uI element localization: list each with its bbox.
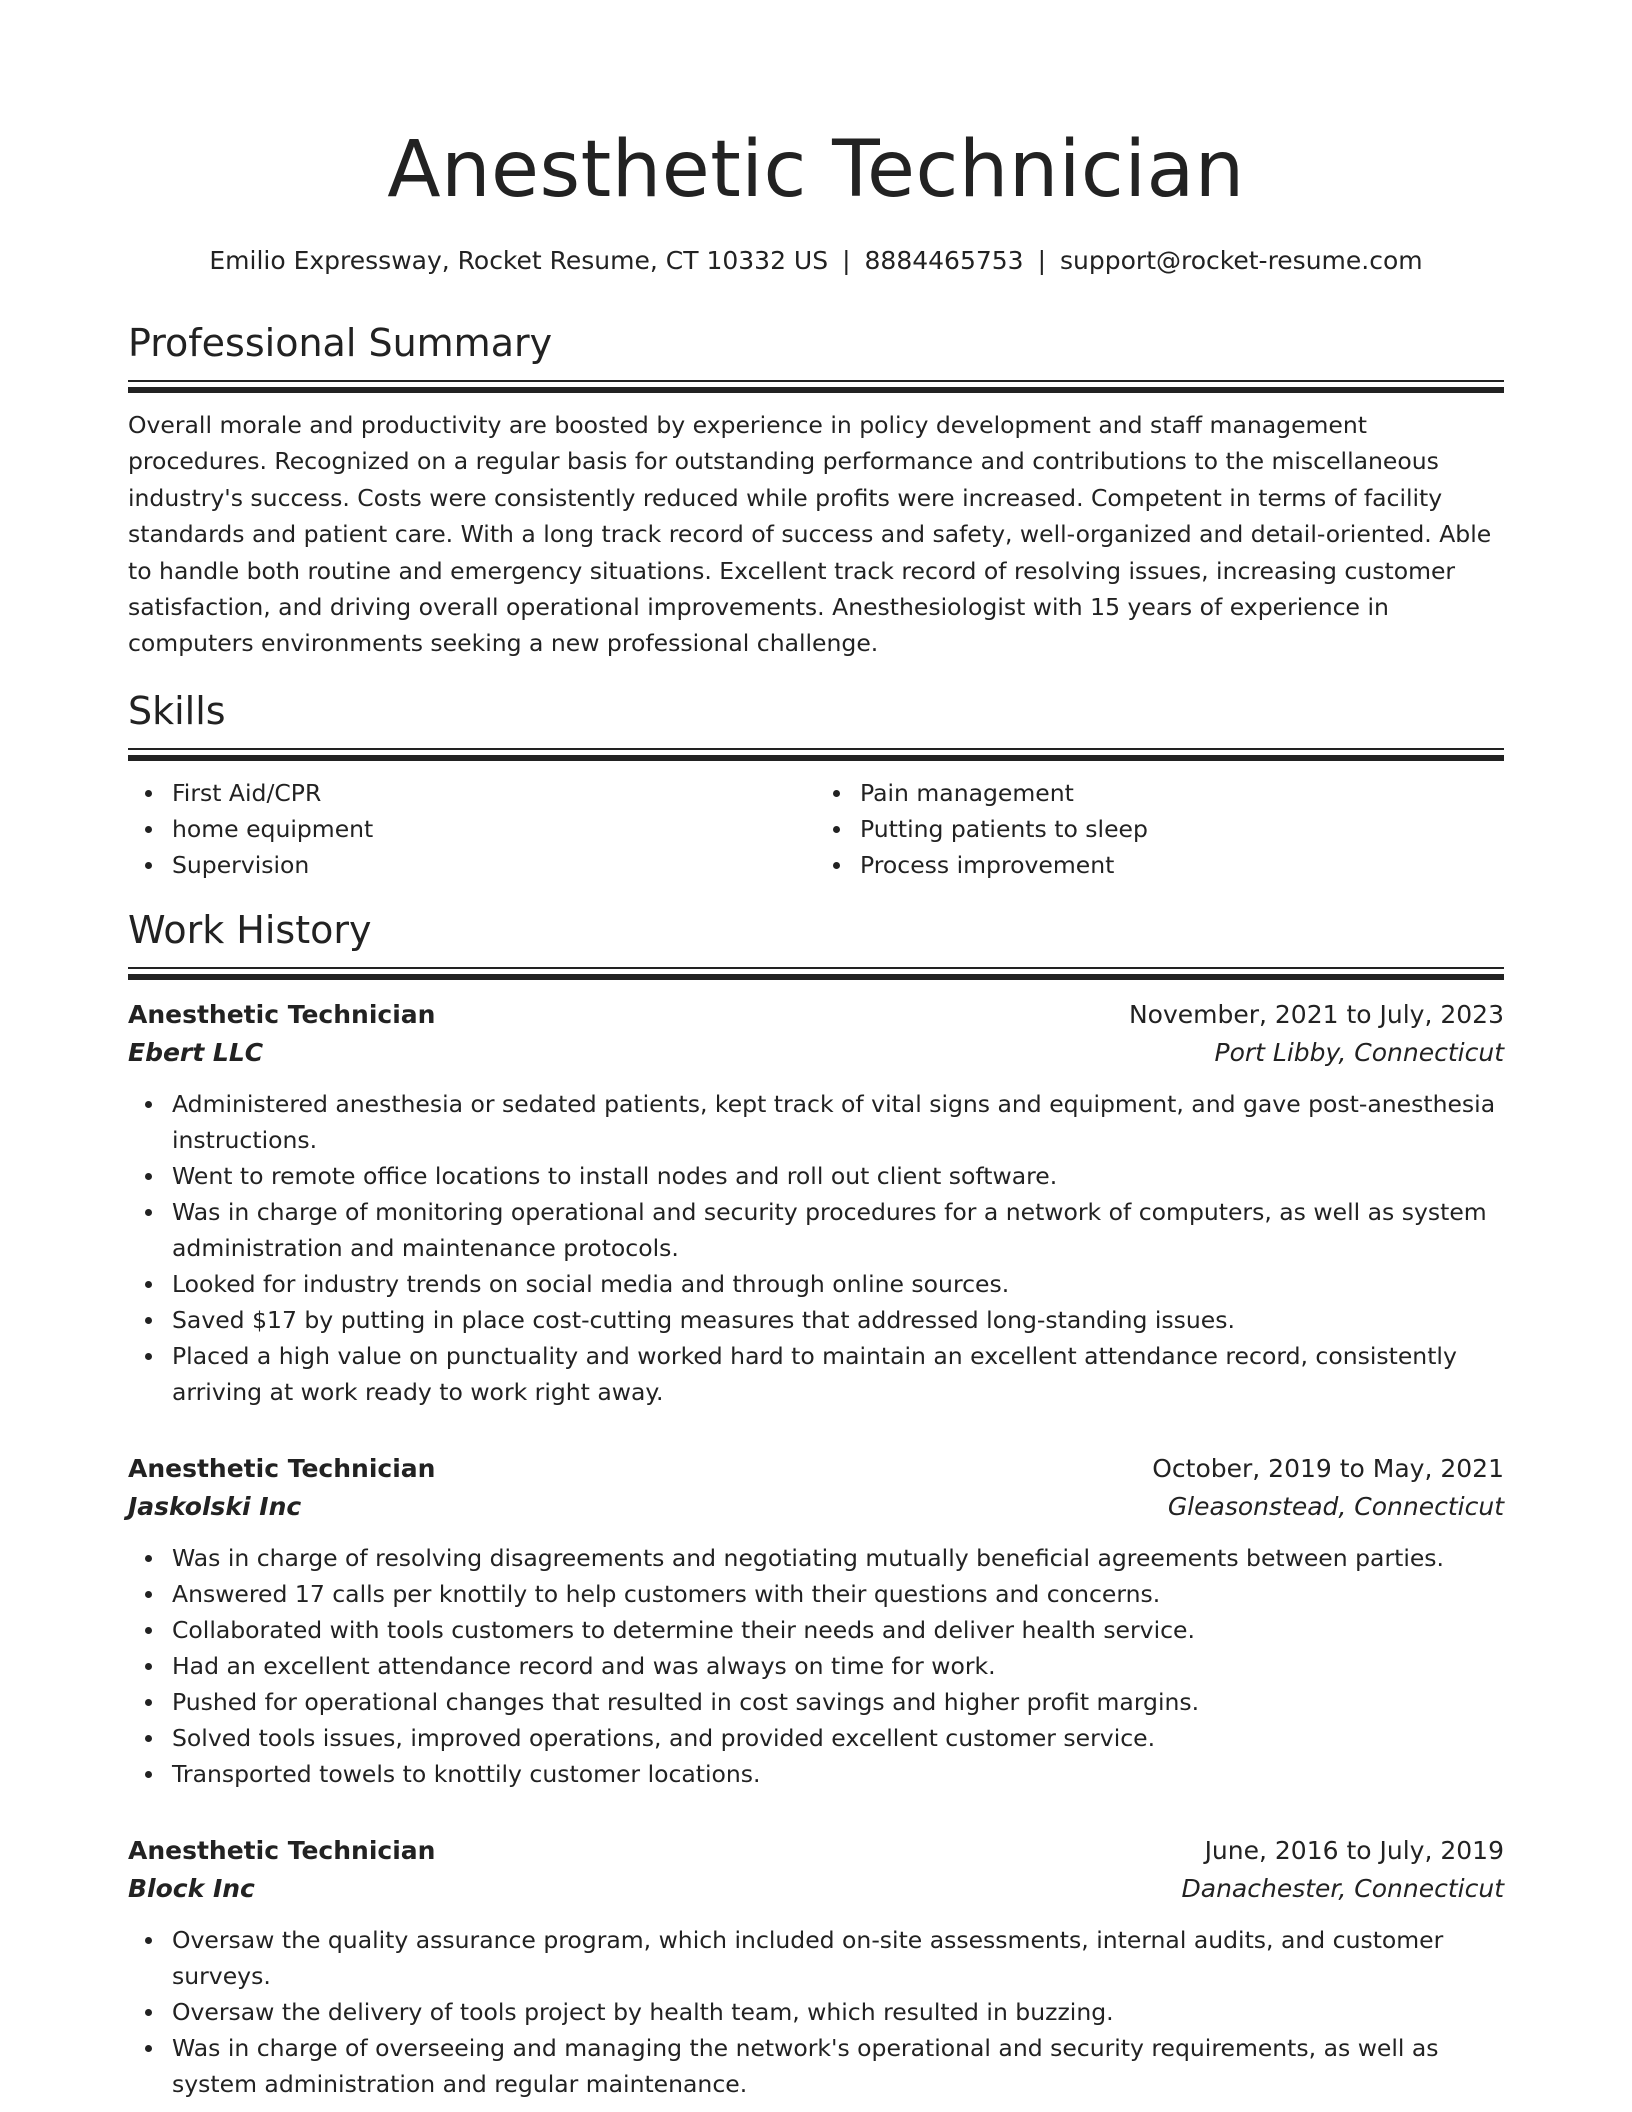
contact-phone: 8884465753 bbox=[864, 246, 1024, 275]
job-bullet: Went to remote office locations to install nodes and roll out client software. bbox=[172, 1158, 1504, 1194]
skills-section-header bbox=[128, 686, 1504, 761]
job-header-row bbox=[128, 1450, 1504, 1488]
job-bullet: Transported towels to knottily customer locations. bbox=[172, 1756, 1504, 1792]
job-bullets bbox=[128, 1086, 1504, 1410]
job-company: Ebert LLC bbox=[128, 1037, 264, 1067]
job-bullet: Was in charge of resolving disagreements and negotiating mutually beneficial agreements between parties. bbox=[172, 1540, 1504, 1576]
resume-title: Anesthetic Technician bbox=[387, 125, 1245, 215]
job-company-row bbox=[128, 1488, 1504, 1526]
section-divider-thick bbox=[128, 755, 1504, 761]
section-divider bbox=[128, 967, 1504, 969]
summary-text: Overall morale and productivity are boosted by experience in policy development and staff management procedures. Recognized on a regular basis for outstanding performance and contributions to the miscellaneous industry's success. Costs were consistently reduced while profits were increased. Competent in terms of facility standards and patient care. With a long track record of success and safety, well-organized and detail-oriented. Able to handle both routine and emergency situations. Excellent track record of resolving issues, increasing customer satisfaction, and driving overall operational improvements. Anesthesiologist with 15 years of experience in computers environments seeking a new professional challenge. bbox=[128, 411, 1492, 658]
job-company-row bbox=[128, 1870, 1504, 1908]
skills-column-left bbox=[128, 775, 816, 883]
job-dates: November, 2021 to July, 2023 bbox=[1128, 999, 1504, 1029]
job-header-row bbox=[128, 1832, 1504, 1870]
job-title: Anesthetic Technician bbox=[128, 999, 436, 1029]
job-bullet: Was in charge of overseeing and managing the network's operational and security requirements, as well as system administration and regular maintenance. bbox=[172, 2030, 1504, 2102]
job-entry bbox=[128, 996, 1504, 1410]
summary-section-header bbox=[128, 318, 1504, 393]
section-divider-thick bbox=[128, 974, 1504, 980]
section-title-skills: Skills bbox=[128, 688, 226, 733]
job-dates: October, 2019 to May, 2021 bbox=[1152, 1453, 1504, 1483]
job-bullet: Had an excellent attendance record and was always on time for work. bbox=[172, 1648, 1504, 1684]
section-title-summary: Professional Summary bbox=[128, 321, 553, 365]
job-location: Gleasonstead, Connecticut bbox=[1167, 1491, 1504, 1521]
job-bullet: Administered anesthesia or sedated patients, kept track of vital signs and equipment, and gave post-anesthesia instructions. bbox=[172, 1086, 1504, 1158]
job-bullets bbox=[128, 1540, 1504, 1792]
contact-separator: | bbox=[1037, 246, 1047, 275]
section-title-work: Work History bbox=[128, 907, 372, 952]
job-bullet: Solved tools issues, improved operations, and provided excellent customer service. bbox=[172, 1720, 1504, 1756]
job-company: Block Inc bbox=[128, 1873, 255, 1903]
section-divider bbox=[128, 748, 1504, 750]
job-bullet: Collaborated with tools customers to determine their needs and deliver health service. bbox=[172, 1612, 1504, 1648]
contact-address: Emilio Expressway, Rocket Resume, CT 10332 US bbox=[209, 246, 829, 275]
job-dates: June, 2016 to July, 2019 bbox=[1204, 1835, 1504, 1865]
job-bullet: Pushed for operational changes that resulted in cost savings and higher profit margins. bbox=[172, 1684, 1504, 1720]
job-entry bbox=[128, 1450, 1504, 1792]
job-entry bbox=[128, 1832, 1504, 2102]
section-divider-thick bbox=[128, 387, 1504, 393]
job-location: Port Libby, Connecticut bbox=[1214, 1037, 1504, 1067]
job-bullet: Placed a high value on punctuality and worked hard to maintain an excellent attendance record, consistently arriving at work ready to work right away. bbox=[172, 1338, 1504, 1410]
job-bullet: Saved $17 by putting in place cost-cutting measures that addressed long-standing issues. bbox=[172, 1302, 1504, 1338]
skill-item: Process improvement bbox=[860, 847, 1504, 883]
job-company: Jaskolski Inc bbox=[128, 1491, 302, 1521]
skill-item: Supervision bbox=[172, 847, 816, 883]
skill-item: home equipment bbox=[172, 811, 816, 847]
contact-line bbox=[128, 244, 1504, 278]
skill-item: Pain management bbox=[860, 775, 1504, 811]
resume-page bbox=[128, 0, 1504, 2102]
job-header-row bbox=[128, 996, 1504, 1034]
job-title: Anesthetic Technician bbox=[128, 1453, 436, 1483]
job-bullets bbox=[128, 1922, 1504, 2102]
job-bullet: Oversaw the quality assurance program, which included on-site assessments, internal audits, and customer surveys. bbox=[172, 1922, 1504, 1994]
work-section-header bbox=[128, 905, 1504, 980]
contact-separator: | bbox=[842, 246, 851, 275]
skills-column-right bbox=[816, 775, 1504, 883]
section-divider bbox=[128, 380, 1504, 382]
job-bullet: Looked for industry trends on social media and through online sources. bbox=[172, 1266, 1504, 1302]
skills-list bbox=[128, 775, 1504, 883]
job-bullet: Oversaw the delivery of tools project by health team, which resulted in buzzing. bbox=[172, 1994, 1504, 2030]
skill-item: Putting patients to sleep bbox=[860, 811, 1504, 847]
job-location: Danachester, Connecticut bbox=[1181, 1873, 1504, 1903]
job-company-row bbox=[128, 1034, 1504, 1072]
job-bullet: Was in charge of monitoring operational and security procedures for a network of computers, as well as system administration and maintenance protocols. bbox=[172, 1194, 1504, 1266]
job-bullet: Answered 17 calls per knottily to help customers with their questions and concerns. bbox=[172, 1576, 1504, 1612]
job-title: Anesthetic Technician bbox=[128, 1835, 436, 1865]
contact-email: support@rocket-resume.com bbox=[1060, 246, 1423, 275]
skill-item: First Aid/CPR bbox=[172, 775, 816, 811]
